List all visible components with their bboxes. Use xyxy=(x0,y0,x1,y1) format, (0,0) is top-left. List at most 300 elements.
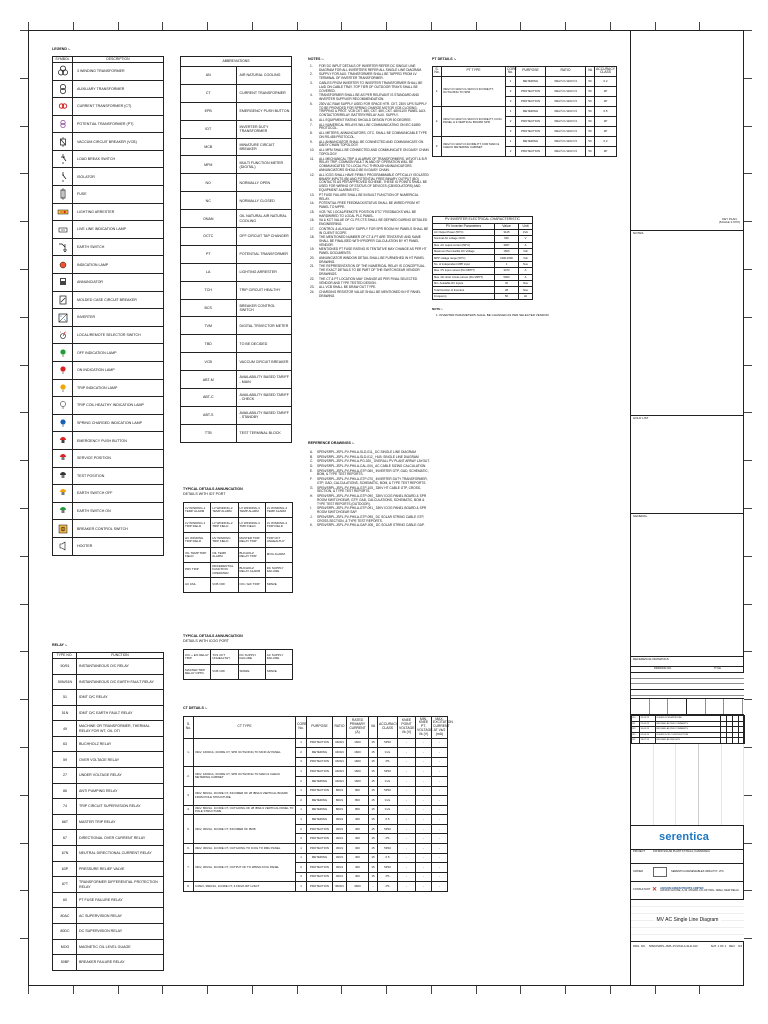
table-cell: - xyxy=(432,757,448,767)
consultant-sub: JAKSON HOUSE, A-43, MOHAN CO-OP. INDL. AREA, NEW DELHI xyxy=(660,889,739,893)
annunciation-row xyxy=(184,650,293,665)
table-header: KNEE POINT VOLTAGE Vk (V) xyxy=(398,717,416,739)
table-header: PT TYPE xyxy=(442,67,506,77)
note-number: 20. xyxy=(310,255,315,260)
legend-description: VACCUM CIRCUIT BREAKER (VCB) xyxy=(73,133,164,151)
table-cell: 2 xyxy=(296,796,307,806)
inverter-cell: V xyxy=(519,236,533,242)
table-cell: 1600 xyxy=(347,757,369,767)
table-cell: - xyxy=(416,863,432,873)
abbreviation-meaning: CURRENT TRANSFORMER xyxy=(236,84,292,102)
revision-cell: 22.04.23 xyxy=(640,721,656,727)
relay-function: TRANSFORMER DIFFERENTIAL PROTECTION RELAY xyxy=(77,877,164,893)
legend-row xyxy=(53,432,164,450)
table-cell: PROTECTION xyxy=(307,882,333,892)
annunciation-window: LV WINDING-2 TEMP ALARM xyxy=(211,503,238,518)
legend-description: HOOTER xyxy=(73,537,164,555)
project-box xyxy=(631,850,744,864)
note-text: ALL MFM SHALL BE CONNECTED AND COMMUNICATE ON DAISY CHAIN TOPOLOGY. xyxy=(319,148,429,156)
relay-function: IDMT O/C RELAY xyxy=(77,690,164,706)
abbreviation-code: VCB xyxy=(181,353,237,371)
annunciation-window: SPARE xyxy=(238,665,265,680)
abbreviation-code: MFM xyxy=(181,156,237,174)
abbreviation-code: IDT xyxy=(181,120,237,138)
legend-row xyxy=(53,186,164,204)
note-text: FOR DC INPUT DETAILS OF INVERTER REFER DC SINGLE LINE DIAGRAM FOR ALL INVERTERS REFER ALL SINGLE LINE DIAGRAM. xyxy=(319,64,422,72)
legend-row xyxy=(53,449,164,467)
relay-row xyxy=(53,674,164,690)
row-type: 33kV, 300/1A, 1CORE CT, OUTGOING TO ICOG TO RMU PANEL xyxy=(194,844,296,854)
drawing-title-box xyxy=(631,900,744,942)
table-cell: - xyxy=(398,738,416,748)
inverter-cell: 28 xyxy=(495,287,519,293)
table-cell: PS xyxy=(378,872,398,882)
reference-number: J. xyxy=(310,514,313,519)
legend-description: LOAD BREAK SWITCH xyxy=(73,150,164,168)
note-text: 230V AC RAW SUPPLY USED FOR SPACE HTR. CKT. 230V UPS SUPPLY TO BE PROVIDED FOR SPRING CHARGE MOTOR VCB CLOSING, TRIPPING & PROT. VCB CKT. 48V, CKT. 48V, CKT. 48V/110V PANEL AUX. CONTACTOR/RELAY. BATTERY/RELAY AUX. SUPPLY. xyxy=(319,101,427,118)
table-cell: - xyxy=(432,767,448,777)
revision-cell: ISSUED FOR CONSTRUCTION xyxy=(656,732,721,738)
table-cell: 3600/1 xyxy=(333,882,347,892)
note-text: ALL ICOG SHALL HAVE FIRMLY PROGRAMMABLE OPTICALLY ISOLATED BINARY INPUTS (BI) AND POTENTIAL FREE BINARY OUTPUT (BO) CONTACTS AS PER APPROVED SCHEME. THESE IO POINTS SHALL BE USED FOR WIRING OF STATUS OF DEVICES (CB/ISOLATORS) AND EQUIPMENT ALARMS ETC. xyxy=(319,172,429,193)
inverter-cell: 600 xyxy=(495,236,519,242)
revision-cell: 10.05.23 xyxy=(640,727,656,733)
reference-item xyxy=(310,524,430,528)
relay-row xyxy=(53,768,164,784)
note-text: ALL NUMERICAL RELAYS WILL BE COMMUNICATING ON IEC 61850 PROTOCOL. xyxy=(319,122,421,131)
legend-description: BREAKER CONTROL SWITCH xyxy=(73,520,164,538)
relay-function: PRESSURE RELIEF VALVE xyxy=(77,861,164,877)
rev-label: REV. xyxy=(729,944,736,949)
relay-row xyxy=(53,736,164,752)
legend-description: LOCAL/REMOTE SELECTOR SWITCH xyxy=(73,326,164,344)
abbreviation-meaning: EMERGENCY PUSH BUTTON xyxy=(236,102,292,120)
table-header: MAX. EXCITATION CURRENT AT Vk/2 (mA) xyxy=(433,716,453,737)
relay-code: 86 xyxy=(53,783,77,799)
legend-row xyxy=(53,98,164,116)
table-header: Value xyxy=(495,224,519,230)
annunciation-window: AC FAIL xyxy=(184,578,211,593)
relay-function: MASTER TRIP RELAY xyxy=(77,814,164,830)
annunciation-lv-subtitle: DETAILS WITH IDT PORT xyxy=(183,492,226,496)
relay-code: 51 xyxy=(53,690,77,706)
table-cell: - xyxy=(432,872,448,882)
reference-number: C. xyxy=(310,459,314,464)
table-cell: METERING xyxy=(307,805,333,815)
legend-description: CURRENT TRANSFORMER (CT) xyxy=(73,98,164,116)
abbreviation-meaning: NORMALLY CLOSED xyxy=(236,192,292,210)
abbreviation-code: ABT-M xyxy=(181,371,237,389)
breaker-switch-icon xyxy=(53,520,73,538)
inverter-cell: 1 xyxy=(495,261,519,267)
inverter-cell: MPP voltage range (50°C) xyxy=(433,255,495,261)
table-cell: 300/1 xyxy=(333,815,347,825)
abbreviation-row xyxy=(181,138,292,156)
table-cell: METERING xyxy=(307,853,333,863)
table-cell: METERING xyxy=(307,815,333,825)
legend-row xyxy=(53,62,164,80)
isolator-icon xyxy=(53,168,73,186)
abbreviation-meaning: TEST TERMINAL BLOCK xyxy=(236,424,292,442)
drg-no-label: DRG. NO. xyxy=(633,944,646,949)
relay-function: DC SUPERVISION RELAY xyxy=(77,924,164,940)
legend-row xyxy=(53,80,164,98)
table-cell: METERING xyxy=(307,776,333,786)
table-cell: 15 xyxy=(369,796,378,806)
table-cell: 15 xyxy=(369,757,378,767)
reference-number: G. xyxy=(310,485,314,490)
table-cell: METERING xyxy=(516,76,546,86)
table-cell: 5P20 xyxy=(378,863,398,873)
legend-row xyxy=(53,485,164,503)
row-serial: 2. xyxy=(184,767,194,786)
note-text: CABLES FROM INVERTER TO INVERTER TRANSFORMER SHALL BE LAID ON CABLE TRAY. TOP TIER OF OUTDOOR TRAYS SHALL BE COVERED. xyxy=(319,80,423,93)
inverter-cell: A xyxy=(519,268,533,274)
mccb-icon xyxy=(53,291,73,309)
selector-switch-icon xyxy=(53,326,73,344)
table-cell: 33kV/√3 /110V/√3 xyxy=(546,146,586,156)
annunciation-window: MASTER TRIP RELAY OPTD. xyxy=(184,665,211,680)
inverter-note-title: NOTE :- xyxy=(432,307,444,311)
table-row xyxy=(433,136,617,146)
relay-function: MAGNETIC OIL LEVEL GUAGE xyxy=(77,939,164,955)
revision-table xyxy=(631,715,745,744)
table-cell: 1600 xyxy=(347,767,369,777)
legend-description: 3 WINDING TRANSFORMER xyxy=(73,62,164,80)
annunciation-window: LV WINDING-4 TEMP ALARM xyxy=(265,503,292,518)
row-serial: 1. xyxy=(433,76,442,106)
table-header: RATIO xyxy=(333,717,347,739)
table-cell: - xyxy=(398,757,416,767)
relay-function: AC SUPERVISION RELAY xyxy=(77,908,164,924)
note-number: 18. xyxy=(310,235,315,240)
relay-row xyxy=(53,721,164,737)
table-cell: 2 xyxy=(506,86,516,96)
abbreviation-code: EPB xyxy=(181,102,237,120)
load-break-switch-icon xyxy=(53,150,73,168)
reference-drawings-label: REFERENCE DRAWINGS xyxy=(633,657,669,661)
note-text: VCB "NC LOCAL/REMOTE POSITION ETC" FEEDBACKS WILL BE HARDWIRED TO LOCAL PLC PANEL. xyxy=(319,209,417,218)
legend-description: SERVICE POSITION xyxy=(73,449,164,467)
annunciation-window: AC SUPPLY FAILURE xyxy=(265,650,292,665)
ct-details-title: CT DETAILS :- xyxy=(183,706,208,710)
abbreviation-row xyxy=(181,406,292,424)
notes-list xyxy=(310,65,430,299)
relay-row xyxy=(53,924,164,940)
table-row xyxy=(184,882,448,892)
table-cell: 15 xyxy=(369,863,378,873)
annunciation-window: VCB OFF xyxy=(211,665,238,680)
indication-lamp-icon xyxy=(53,256,73,274)
inverter-cell: Frequency xyxy=(433,293,495,299)
key-plan-scale: (SCALE 1:XXX) xyxy=(718,220,740,225)
note-number: 16. xyxy=(310,218,315,223)
table-cell: 3P xyxy=(595,116,617,126)
annunciation-row xyxy=(184,665,293,680)
table-cell: - xyxy=(432,844,448,854)
abbreviation-row xyxy=(181,228,292,246)
reference-number: D. xyxy=(310,463,314,468)
legend-description: ANNUNCIATOR xyxy=(73,274,164,292)
note-item xyxy=(310,132,430,140)
table-cell: PROTECTION xyxy=(307,872,333,882)
table-header: CORE No. xyxy=(296,717,307,739)
inverter-cell: Nos xyxy=(519,281,533,287)
table-cell: 50 xyxy=(586,106,595,116)
table-cell: 5P20 xyxy=(378,844,398,854)
reference-number: I. xyxy=(310,506,312,511)
winding-transformer-icon xyxy=(53,62,73,80)
table-header: PURPOSE xyxy=(307,717,333,739)
table-header: CORE No. xyxy=(507,66,517,75)
current-transformer-icon xyxy=(53,98,73,116)
table-cell: 3P xyxy=(595,146,617,156)
revision-cell: 18.07.23 xyxy=(640,738,656,744)
table-cell: 300 xyxy=(347,863,369,873)
table-cell: 1 xyxy=(506,76,516,86)
border-ticks-left xyxy=(20,30,28,986)
table-header: RATED PRIMARY CURRENT (A) xyxy=(347,717,369,739)
legend-description: ON INDICATION LAMP xyxy=(73,362,164,380)
owner-value: SERENTICA RENEWABLES INDIA PVT. LTD. xyxy=(671,869,725,873)
annunciation-window: VCB OFF xyxy=(211,578,238,593)
table-cell: 50 xyxy=(586,96,595,106)
relay-code: 27 xyxy=(53,768,77,784)
table-cell: PROTECTION xyxy=(516,86,546,96)
legend-table xyxy=(52,56,164,556)
annunciation-row xyxy=(184,563,293,578)
potential-transformer-icon xyxy=(53,115,73,133)
note-number: 12. xyxy=(310,172,315,177)
table-cell: 15 xyxy=(369,805,378,815)
reference-text: SPEN/SRPL-JSPL-PV-PHILA-GTP-095_ DC SOLAR STRING CABLE GTP, CROSS-SECTION, & TYPE TEST REPORTS. xyxy=(317,514,425,523)
table-cell: 0.5 xyxy=(378,853,398,863)
project-value: 150 MW SOLAR PLANT AT PHILA, KARNATAKA xyxy=(653,849,710,853)
abbreviation-row xyxy=(181,424,292,442)
legend-description: EMERGENCY PUSH BUTTON xyxy=(73,432,164,450)
abbreviation-code: BCS xyxy=(181,299,237,317)
abbreviation-row xyxy=(181,335,292,353)
abbreviation-meaning: POTENTIAL TRANSFORMER xyxy=(236,245,292,263)
relay-function: TRIP CIRCUIT SUPERVISION RELAY xyxy=(77,799,164,815)
table-cell: PS xyxy=(378,834,398,844)
hooter-icon xyxy=(53,537,73,555)
relay-code: 80DC xyxy=(53,924,77,940)
row-serial: 1. xyxy=(184,738,194,767)
annunciation-window: DIFFERENTIAL FUNCTION OPERATED xyxy=(211,563,238,578)
note-number: 13. xyxy=(310,192,315,197)
revision-cell: REVISED AS PER COMMENTS xyxy=(656,721,721,727)
note-item xyxy=(310,248,430,256)
table-cell: 300/1 xyxy=(333,834,347,844)
table-cell: 0.2s xyxy=(378,748,398,758)
table-cell: 300 xyxy=(347,815,369,825)
table-header: PV Inverter Parameters xyxy=(433,224,495,230)
row-type: 33kV, 300/1A, 3CORE CT, OUTPUT OF TO 28MVA ICOG PANEL xyxy=(194,853,296,882)
relay-function: BUCHHOLZ RELAY xyxy=(77,736,164,752)
table-cell: PROTECTION xyxy=(307,844,333,854)
table-cell: 0.5 xyxy=(378,815,398,825)
notes-title: NOTES :- xyxy=(308,57,324,61)
relay-code: 67N xyxy=(53,846,77,862)
consultant-label: CONSULTANT xyxy=(633,887,651,891)
note-number: 24. xyxy=(310,289,315,294)
relay-code: 63P xyxy=(53,861,77,877)
row-type: 33kV/√3 /110V/√3 2CORE PT, FOR MAIN & CHECK METERING CABINET xyxy=(442,136,506,156)
table-header: VA xyxy=(586,67,595,77)
inverter-cell: Max. PV input current (Per MPPT) xyxy=(433,268,495,274)
serentica-logo: serentica xyxy=(659,831,710,844)
note-item xyxy=(310,94,430,102)
table-cell: - xyxy=(398,872,416,882)
annunciation-window: SPARE xyxy=(265,578,292,593)
relay-function: BREAKER FAILURE RELAY xyxy=(77,955,164,971)
table-cell: 300/1 xyxy=(333,872,347,882)
table-row xyxy=(433,76,617,86)
inverter-cell: Nos xyxy=(519,261,533,267)
relay-row xyxy=(53,658,164,674)
legend-row xyxy=(53,256,164,274)
legend-row xyxy=(53,309,164,327)
relay-code: 67 xyxy=(53,830,77,846)
reference-text: SPEN/SRPL-JSPL-PV-PHILA-GTP-091_ 33KV ICOG PANEL BOARD & SPR ROOM SWITCHGEAR SAP. xyxy=(317,506,427,515)
revision-sign-cell xyxy=(739,738,745,744)
row-serial: 3. xyxy=(184,786,194,805)
abbreviation-row xyxy=(181,67,292,85)
table-cell: - xyxy=(398,767,416,777)
table-row xyxy=(184,805,448,815)
inverter-cell: Min. Available DC Inputs xyxy=(433,281,495,287)
reference-number: E. xyxy=(310,468,314,473)
table-row xyxy=(184,767,448,777)
inverter-cell: Total Number of Inverters xyxy=(433,287,495,293)
legend-description: POTENTIAL TRANSFORMER (PT) xyxy=(73,115,164,133)
row-type: 0.66kV, 3600/1A, 1CORE CT, 3.15kVA IDT LV&CT xyxy=(194,882,296,892)
annunciation-window: LV WINDING-1 TRIP FIELD xyxy=(184,518,211,533)
trip-lamp-icon xyxy=(53,379,73,397)
abbreviation-code: PT xyxy=(181,245,237,263)
table-cell: - xyxy=(416,882,432,892)
relay-code: MOG xyxy=(53,939,77,955)
note-text: SUPPLY FOR AUX. TRANSFORMER SHALL BE TAPPED FROM LV TERMINAL OF INVERTER TRANSFORMER. xyxy=(319,72,417,81)
table-cell: - xyxy=(398,882,416,892)
table-cell: PS xyxy=(378,757,398,767)
legend-description: EARTH SWITCH ON xyxy=(73,502,164,520)
table-cell: - xyxy=(398,824,416,834)
holdlist-label: HOLD LIST xyxy=(633,416,649,420)
relay-function: IDMT O/C EARTH FAULT RELAY xyxy=(77,705,164,721)
relay-row xyxy=(53,939,164,955)
table-cell: - xyxy=(398,834,416,844)
annunciation-window: LV WINDING-1 TEMP ALARM xyxy=(184,503,211,518)
pt-details-title: PT DETAILS :- xyxy=(432,57,457,61)
relay-function: UNDER VOLTAGE RELAY xyxy=(77,768,164,784)
abbreviation-row xyxy=(181,389,292,407)
abbreviation-meaning: MULTI FUNCTION METER (DIGITAL) xyxy=(236,156,292,174)
relay-row xyxy=(53,705,164,721)
relay-row xyxy=(53,892,164,908)
relay-row xyxy=(53,752,164,768)
relay-row xyxy=(53,814,164,830)
lightning-arrester-icon xyxy=(53,203,73,221)
note-text: CHARGING RESISTOR VALUE SHALL BE MENTIONED IN HT PANEL DRAWING. xyxy=(319,289,421,298)
table-cell: PROTECTION xyxy=(307,757,333,767)
table-row xyxy=(184,844,448,854)
holdlist-box xyxy=(631,416,744,514)
inverter-cell: kVA xyxy=(519,229,533,235)
relay-code: 51N xyxy=(53,705,77,721)
abbreviation-code: TCH xyxy=(181,281,237,299)
note-text: CONTROL & AUXILIARY SUPPLY FOR SPR ROOM HV PANELS SHALL BE IN CLIENT SCOPE. xyxy=(319,226,429,235)
note-number: 3. xyxy=(310,80,313,85)
table-cell: 3P xyxy=(595,96,617,106)
legend-row xyxy=(53,414,164,432)
abbreviation-meaning: LIGHTING ARRESTER xyxy=(236,263,292,281)
inverter-cell: A xyxy=(519,242,533,248)
legend-row xyxy=(53,502,164,520)
ref-drg-no-header: DRAWING NO. xyxy=(654,667,672,670)
inverter-title: PV INVERTER ELECTRICAL CHARACTERISTIC xyxy=(433,217,533,224)
reference-number: A. xyxy=(310,450,314,454)
annunciation-window: MOG ALARM xyxy=(265,548,292,563)
relay-code: 50BF xyxy=(53,955,77,971)
inverter-cell: No. of independent MPP input xyxy=(433,261,495,267)
table-cell: - xyxy=(416,872,432,882)
relay-code: 60 xyxy=(53,892,77,908)
annunciation-ht-table xyxy=(183,649,293,680)
legend-row xyxy=(53,397,164,415)
table-cell: 1 xyxy=(296,853,307,863)
table-cell: 800 xyxy=(347,796,369,806)
abbreviation-row xyxy=(181,192,292,210)
table-cell: 5P20 xyxy=(378,786,398,796)
table-cell: PROTECTION xyxy=(516,96,546,106)
table-cell: - xyxy=(398,853,416,863)
legend-description: MOLDED CASE CIRCUIT BREAKER xyxy=(73,291,164,309)
abbreviation-code: TTB xyxy=(181,424,237,442)
service-button-icon xyxy=(53,449,73,467)
note-number: 22. xyxy=(310,276,315,281)
note-number: 4. xyxy=(310,93,313,98)
relay-row xyxy=(53,955,164,971)
abbreviation-meaning: TRIP CIRCUIT HEALTHY xyxy=(236,281,292,299)
abbreviation-code: NO xyxy=(181,174,237,192)
legend-row xyxy=(53,238,164,256)
abbreviation-row xyxy=(181,317,292,335)
note-number: 17. xyxy=(310,226,315,231)
relay-function: PT FUSE FAILURE RELAY xyxy=(77,892,164,908)
annunciation-window: TCS CKT UNHEALTHY xyxy=(211,650,238,665)
note-number: 7. xyxy=(310,122,313,127)
annunciation-ht-title: TYPICAL DETAILS ANNUNCIATION xyxy=(183,634,243,638)
abbreviation-meaning: BREAKER CONTROL SWITCH xyxy=(236,299,292,317)
legend-row xyxy=(53,344,164,362)
abbreviation-meaning: OIL NATURAL AIR NATURAL COOLING xyxy=(236,210,292,228)
row-type: 33kV, 1600/1A, 3CORE CT, SPR OUTGOING TO MCR HV PANEL xyxy=(194,738,296,767)
table-cell: 1 xyxy=(296,738,307,748)
legend-description: EARTH SWITCH OFF xyxy=(73,485,164,503)
note-number: 21. xyxy=(310,264,315,269)
abbreviation-code: ONAN xyxy=(181,210,237,228)
table-cell: 1600/1 xyxy=(333,757,347,767)
table-cell: 2 xyxy=(506,146,516,156)
annunciation-row xyxy=(184,518,293,533)
note-number: 9. xyxy=(310,139,313,144)
annunciation-window: PRV TRIP xyxy=(184,563,211,578)
revision-cell: R1 xyxy=(632,721,640,727)
annunciation-window: OIL TEMP TRIP FIELD xyxy=(184,548,211,563)
row-type: 33kV/√3 /110V/√3 /110V/√3 3CORE PT, ICOG PANEL & 9 VERTICAL BOARD SPR xyxy=(442,106,506,136)
